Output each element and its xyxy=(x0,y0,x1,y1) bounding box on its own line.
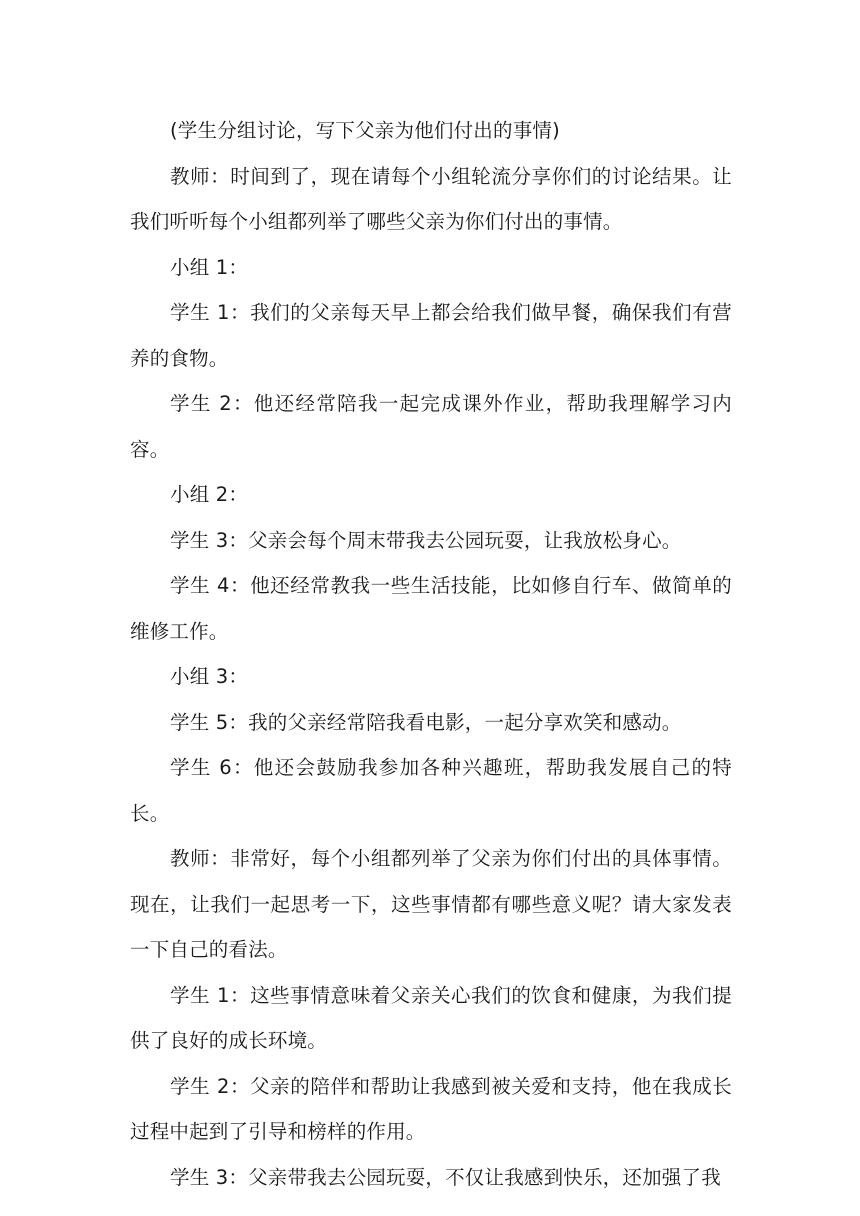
paragraph-group-2: 小组 2： xyxy=(170,483,249,506)
document-body xyxy=(130,108,732,1200)
paragraph-answer-student-3: 学生 3：父亲带我去公园玩耍，不仅让我感到快乐，还加强了我 xyxy=(170,1165,721,1189)
paragraph-student-6: 学生 6：他还会鼓励我参加各种兴趣班，帮助我发展自己的特长。 xyxy=(130,756,732,825)
paragraph-teacher-question: 教师：非常好，每个小组都列举了父亲为你们付出的具体事情。现在，让我们一起思考一下，这些事情都有哪些意义呢？请大家发表一下自己的看法。 xyxy=(130,847,732,961)
paragraph-teacher-prompt: 教师：时间到了，现在请每个小组轮流分享你们的讨论结果。让我们听听每个小组都列举了哪些父亲为你们付出的事情。 xyxy=(130,164,732,233)
paragraph-student-1: 学生 1：我们的父亲每天早上都会给我们做早餐，确保我们有营养的食物。 xyxy=(130,301,732,370)
paragraph-instruction: (学生分组讨论，写下父亲为他们付出的事情) xyxy=(170,119,560,142)
paragraph-student-5: 学生 5：我的父亲经常陪我看电影，一起分享欢笑和感动。 xyxy=(170,710,682,734)
paragraph-group-1: 小组 1： xyxy=(170,255,249,279)
paragraph-answer-student-1: 学生 1：这些事情意味着父亲关心我们的饮食和健康，为我们提供了良好的成长环境。 xyxy=(130,983,732,1052)
paragraph-student-3: 学生 3：父亲会每个周末带我去公园玩耍，让我放松身心。 xyxy=(170,528,682,552)
paragraph-answer-student-2: 学生 2：父亲的陪伴和帮助让我感到被关爱和支持，他在我成长过程中起到了引导和榜样的作用。 xyxy=(130,1074,732,1143)
paragraph-student-2: 学生 2：他还经常陪我一起完成课外作业，帮助我理解学习内容。 xyxy=(130,392,732,461)
paragraph-group-3: 小组 3： xyxy=(170,665,249,688)
paragraph-student-4: 学生 4：他还经常教我一些生活技能，比如修自行车、做简单的维修工作。 xyxy=(130,574,732,643)
